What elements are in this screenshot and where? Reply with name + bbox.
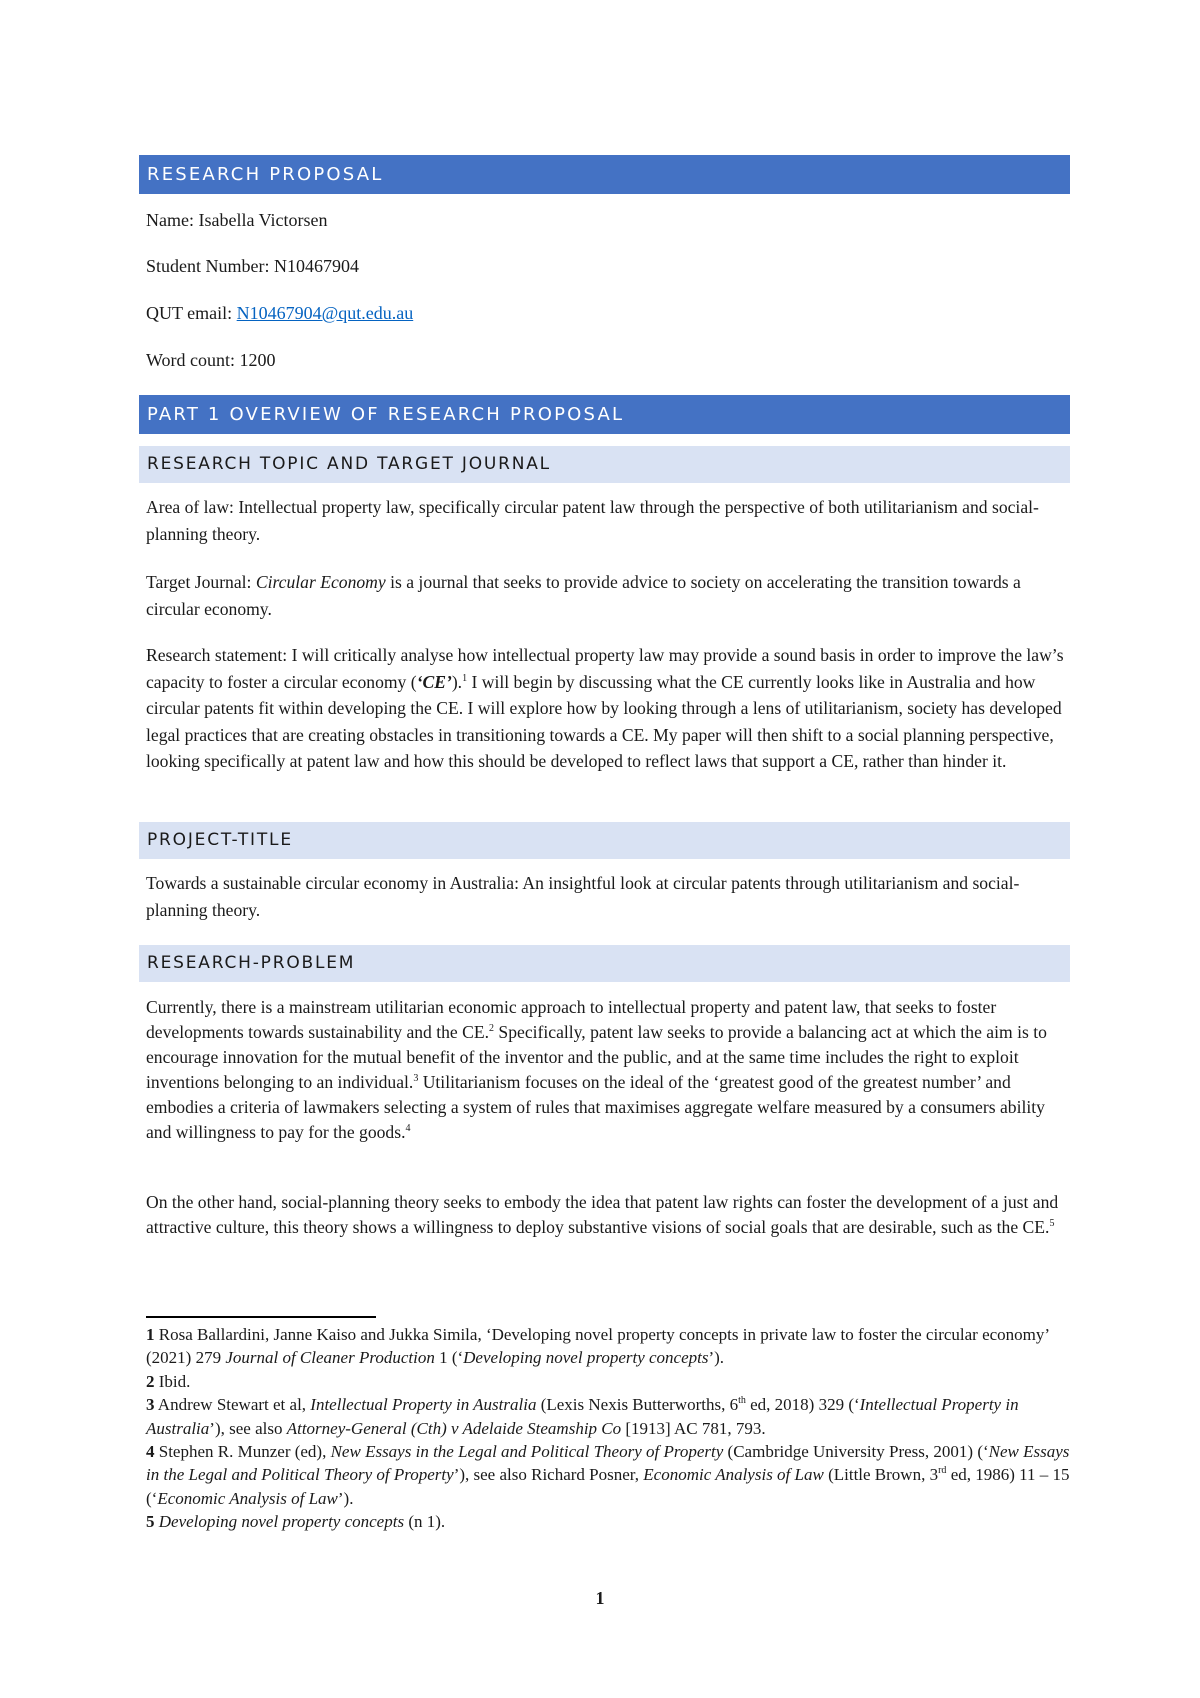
footnote-text: [1913] AC 781, 793. [621, 1418, 766, 1438]
area-of-law-paragraph: Area of law: Intellectual property law, specifically circular patent law through the perspective of both utilitarianism and social-planning theory. [146, 497, 1039, 544]
target-journal-name: Circular Economy [255, 572, 386, 592]
research-topic-heading: RESEARCH TOPIC AND TARGET JOURNAL [139, 446, 1070, 483]
footnote-text: Ibid. [154, 1371, 191, 1391]
problem-text: Utilitarianism focuses on the ideal of the ‘greatest good of the greatest number’ and embodies a criteria of lawmakers selecting a system of rules that maximises aggregate welfare measured by a consumers ability and willingness to pay for the goods. [146, 1072, 1045, 1142]
footnote-italic: Economic Analysis of Law [643, 1465, 824, 1485]
name-value: Isabella Victorsen [198, 210, 328, 230]
research-problem-paragraph-1 [146, 995, 1071, 1145]
footnote-5 [146, 1510, 1071, 1533]
footnote-superscript: rd [938, 1465, 947, 1477]
page-number: 1 [595, 1588, 605, 1608]
research-problem-heading: RESEARCH-PROBLEM [139, 945, 1070, 982]
target-journal-label: Target Journal: [146, 572, 252, 592]
footnote-ref-2[interactable]: 2 [489, 1023, 495, 1034]
footnote-number: 5 [146, 1512, 155, 1532]
footnote-text: 1 (‘ [434, 1348, 464, 1368]
project-title-heading: PROJECT-TITLE [139, 822, 1070, 859]
footnote-text: Andrew Stewart et al, [154, 1395, 311, 1415]
name-line [146, 208, 328, 232]
footnote-italic: Developing novel property concepts [463, 1348, 709, 1368]
footnote-ref-1[interactable]: 1 [462, 672, 468, 684]
research-statement-paragraph [146, 642, 1071, 775]
footnote-text: (Cambridge University Press, 2001) (‘ [723, 1442, 989, 1462]
footnote-text: ed, 1986) 11 – 15 (‘ [146, 1465, 1070, 1508]
problem-text: Specifically, patent law seeks to provide a balancing act at which the aim is to encourage innovation for the mutual benefit of the inventor and the public, and at the same time includes the right to exploit inventions belonging to an individual. [146, 1022, 1047, 1092]
footnote-text: (n 1). [404, 1512, 446, 1532]
footnote-separator [146, 1316, 376, 1318]
footnote-text: (Lexis Nexis Butterworths, 6 [536, 1395, 739, 1415]
footnote-number: 4 [146, 1442, 155, 1462]
footnote-text: ’), see also [209, 1418, 287, 1438]
research-statement-text: ). [451, 671, 463, 692]
research-problem-paragraph-2 [146, 1190, 1071, 1240]
word-count-line [146, 348, 276, 372]
research-proposal-heading: RESEARCH PROPOSAL [139, 155, 1070, 194]
email-line [146, 301, 413, 325]
footnotes [146, 1323, 1071, 1534]
footnote-ref-4[interactable]: 4 [405, 1123, 411, 1134]
footnote-text: (Little Brown, 3 [823, 1465, 939, 1485]
footnote-italic: Economic Analysis of Law [157, 1488, 338, 1508]
footnote-italic: New Essays in the Legal and Political Theory of Property [146, 1442, 1070, 1485]
footnote-2 [146, 1370, 1071, 1393]
footnote-italic: New Essays in the Legal and Political Theory of Property [330, 1442, 724, 1462]
problem-text: On the other hand, social-planning theory seeks to embody the idea that patent law rights can foster the development of a just and attractive culture, this theory shows a willingness to deploy substantive visions of social goals that are desirable, such as the CE. [146, 1192, 1059, 1237]
target-journal-text: is a journal that seeks to provide advice to society on accelerating the transition towards a circular economy. [146, 572, 1021, 619]
footnote-text: Rosa Ballardini, Janne Kaiso and Jukka Simila, ‘Developing novel property concepts in private law to foster the circular economy’ (2021) 279 [146, 1325, 1049, 1368]
target-journal-paragraph [146, 569, 1071, 622]
footnote-ref-3[interactable]: 3 [413, 1073, 419, 1084]
ce-abbreviation: ‘CE’ [416, 671, 452, 692]
footnote-italic: Attorney-General (Cth) v Adelaide Steamship Co [286, 1418, 622, 1438]
footnote-number: 3 [146, 1395, 155, 1415]
name-label: Name: [146, 210, 194, 230]
email-label: QUT email: [146, 303, 233, 323]
footnote-text: ’). [708, 1348, 725, 1368]
footnote-number: 1 [146, 1325, 155, 1344]
footnote-ref-5[interactable]: 5 [1049, 1218, 1055, 1229]
footnote-text: ’), see also Richard Posner, [453, 1465, 644, 1485]
research-statement-text: I will begin by discussing what the CE currently looks like in Australia and how circular patents fit within developing the CE. I will explore how by looking through a lens of utilitarianism, society has developed legal practices that are creating obstacles in transitioning towards a CE. My paper will then shift to a social planning perspective, looking specifically at patent law and how this should be developed to reflect laws that support a CE, rather than hinder it. [146, 671, 1062, 771]
project-title-paragraph: Towards a sustainable circular economy in Australia: An insightful look at circular patents through utilitarianism and social-planning theory. [146, 873, 1020, 920]
footnote-italic: Intellectual Property in Australia [146, 1395, 1019, 1438]
student-number-line [146, 254, 359, 278]
footnote-3 [146, 1393, 1071, 1440]
word-count-label: Word count: [146, 350, 236, 370]
problem-text: Currently, there is a mainstream utilitarian economic approach to intellectual property and patent law, that seeks to foster developments towards sustainability and the CE. [146, 997, 997, 1042]
part1-heading: PART 1 OVERVIEW OF RESEARCH PROPOSAL [139, 395, 1070, 434]
footnote-italic: Intellectual Property in Australia [310, 1395, 537, 1415]
footnote-italic: Journal of Cleaner Production [225, 1348, 435, 1368]
footnote-superscript: th [738, 1395, 746, 1407]
footnote-4 [146, 1440, 1071, 1510]
footnote-number: 2 [146, 1371, 155, 1391]
student-number-label: Student Number: [146, 256, 270, 276]
footnote-text: Stephen R. Munzer (ed), [154, 1442, 331, 1462]
email-link[interactable]: N10467904@qut.edu.au [236, 303, 414, 323]
student-number-value: N10467904 [274, 256, 359, 276]
footnote-italic: Developing novel property concepts [158, 1512, 405, 1532]
footnote-text: ed, 2018) 329 (‘ [745, 1395, 860, 1415]
footnote-text: ’). [337, 1488, 354, 1508]
word-count-value: 1200 [239, 350, 276, 370]
research-statement-text: Research statement: I will critically analyse how intellectual property law may provide a sound basis in order to improve the law’s capacity to foster a circular economy ( [146, 645, 1064, 692]
footnote-1 [146, 1323, 1071, 1370]
